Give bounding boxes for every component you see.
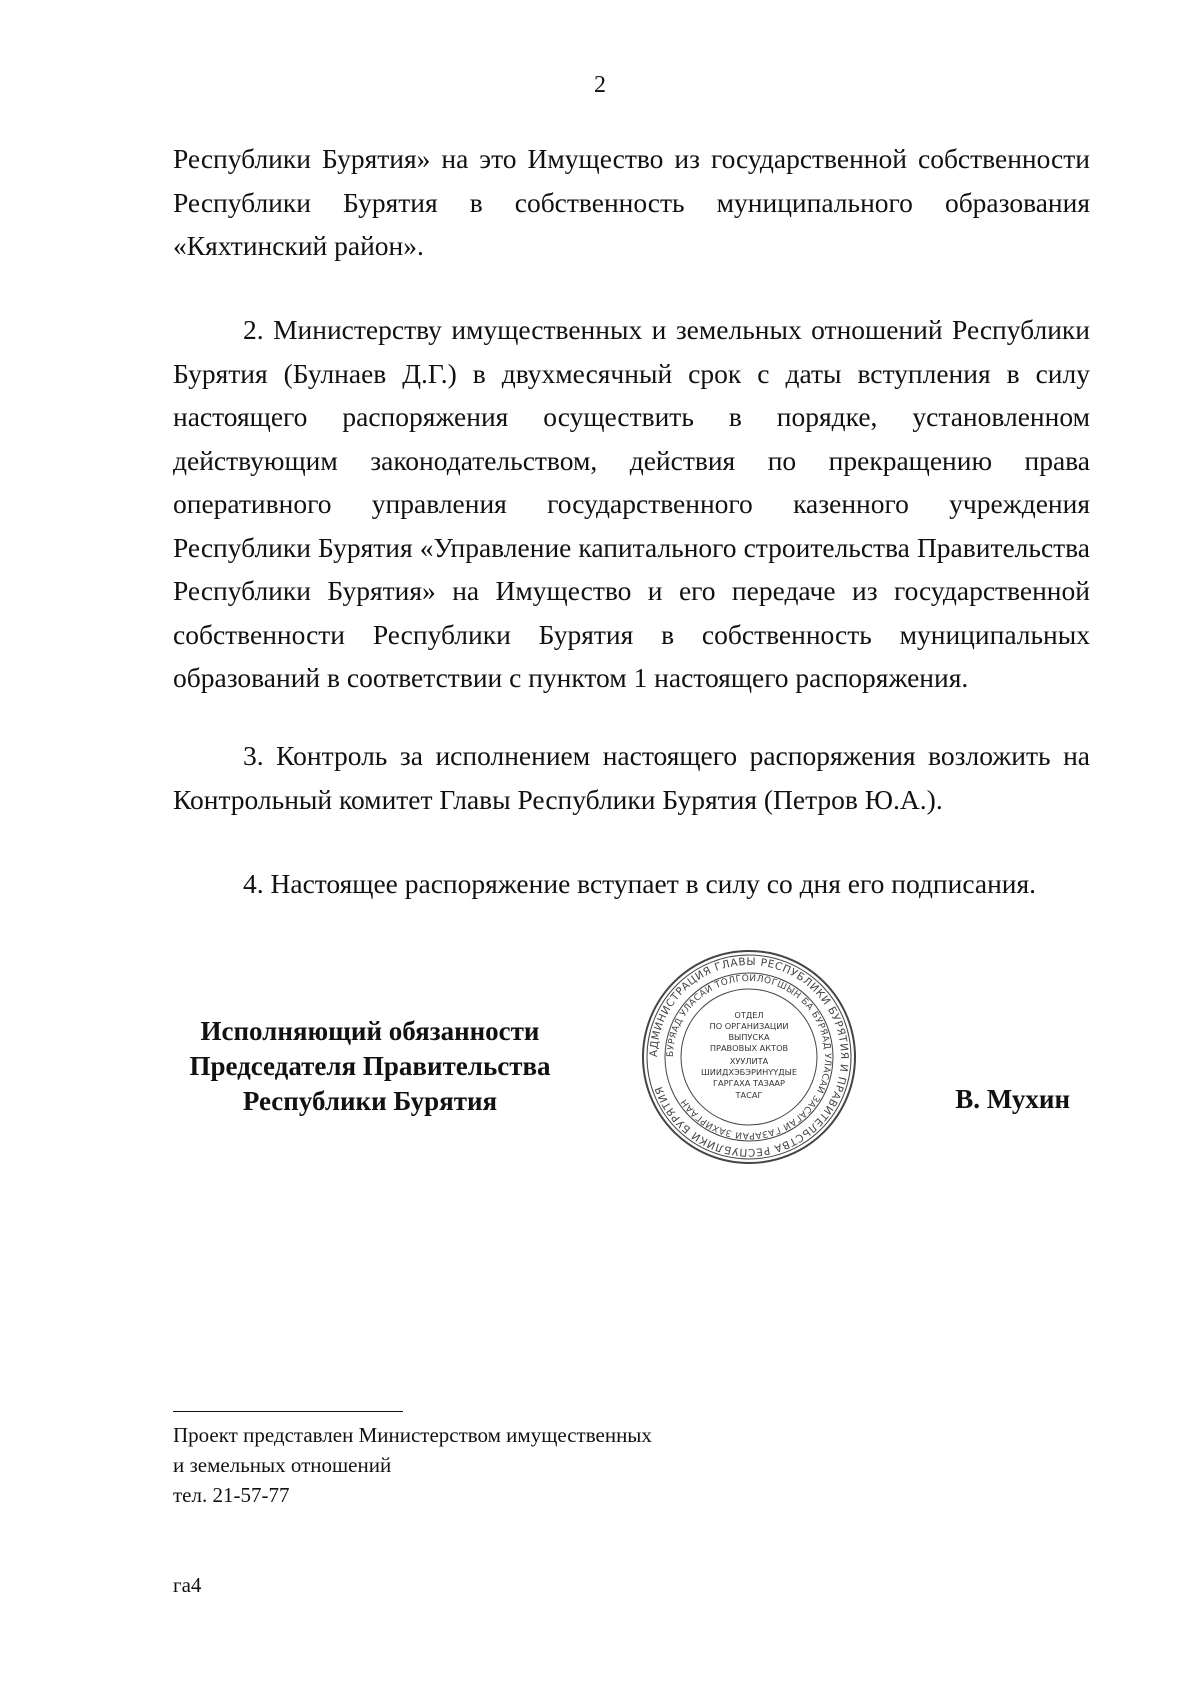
signatory-title: [170, 1014, 570, 1119]
paragraph-item-4: 4. Настоящее распоряжение вступает в силу со дня его подписания.: [243, 868, 1037, 899]
seal-center-line: ОТДЕЛ: [734, 1010, 764, 1020]
seal-center-line: ВЫПУСКА: [728, 1032, 770, 1042]
seal-inner-text: БУРЯАД УЛАСАЙ ТОЛГОЙЛОГШЫН БА БУРЯАД УЛАСАЙ ЗАСАГАЙ ГАЗАРАЙ ЗАХИРГААН: [665, 973, 833, 1141]
signatory-title-line: Республики Бурятия: [242, 1086, 498, 1116]
footer-line: Проект представлен Министерством имущественных: [173, 1423, 652, 1447]
signatory-name: В. Мухин: [955, 1084, 1070, 1114]
paragraph-item-3: 3. Контроль за исполнением настоящего распоряжения возложить на Контрольный комитет Главы Республики Бурятия (Петров Ю.А.).: [173, 740, 1090, 815]
document-code: га4: [173, 1573, 202, 1597]
seal-center-line: ТАСАГ: [735, 1090, 763, 1100]
footer-divider: [173, 1411, 403, 1412]
seal-center-line: ШИИДХЭБЭРИНҮҮДЫЕ: [700, 1067, 798, 1077]
footer-note: [173, 1420, 652, 1510]
seal-center-line: ХУУЛИТА: [729, 1056, 769, 1066]
footer-line: и земельных отношений: [173, 1453, 392, 1477]
signatory-title-line: Председателя Правительства: [189, 1051, 551, 1081]
paragraph-item-2: 2. Министерству имущественных и земельных отношений Республики Бурятия (Булнаев Д.Г.) в двухмесячный срок с даты вступления в силу настоящего распоряжения осуществить в порядке, установленном действующим законодательством, действия по прекращению права оперативного управления государственного казенного учреждения Республики Бурятия «Управление капитального строительства Правительства Республики Бурятия» на Имущество и его передаче из государственной собственности Республики Бурятия в собственность муниципальных образований в соответствии с пунктом 1 настоящего распоряжения.: [173, 314, 1090, 693]
signatory-title-line: Исполняющий обязанности: [200, 1016, 540, 1046]
official-seal-stamp: [640, 948, 858, 1166]
seal-center-line: ПО ОРГАНИЗАЦИИ: [709, 1021, 789, 1031]
footer-phone: тел. 21-57-77: [173, 1483, 290, 1507]
seal-outer-text: АДМИНИСТРАЦИЯ ГЛАВЫ РЕСПУБЛИКИ БУРЯТИЯ И ПРАВИТЕЛЬСТВА РЕСПУБЛИКИ БУРЯТИЯ: [647, 955, 851, 1159]
seal-center-line: ГАРГАХА ТАЗААР: [713, 1078, 785, 1088]
seal-center-line: ПРАВОВЫХ АКТОВ: [709, 1043, 789, 1053]
page-number: 2: [594, 72, 606, 98]
paragraph-continuation: Республики Бурятия» на это Имущество из государственной собственности Республики Бурятия в собственность муниципального образования «Кяхтинский район».: [173, 143, 1090, 261]
